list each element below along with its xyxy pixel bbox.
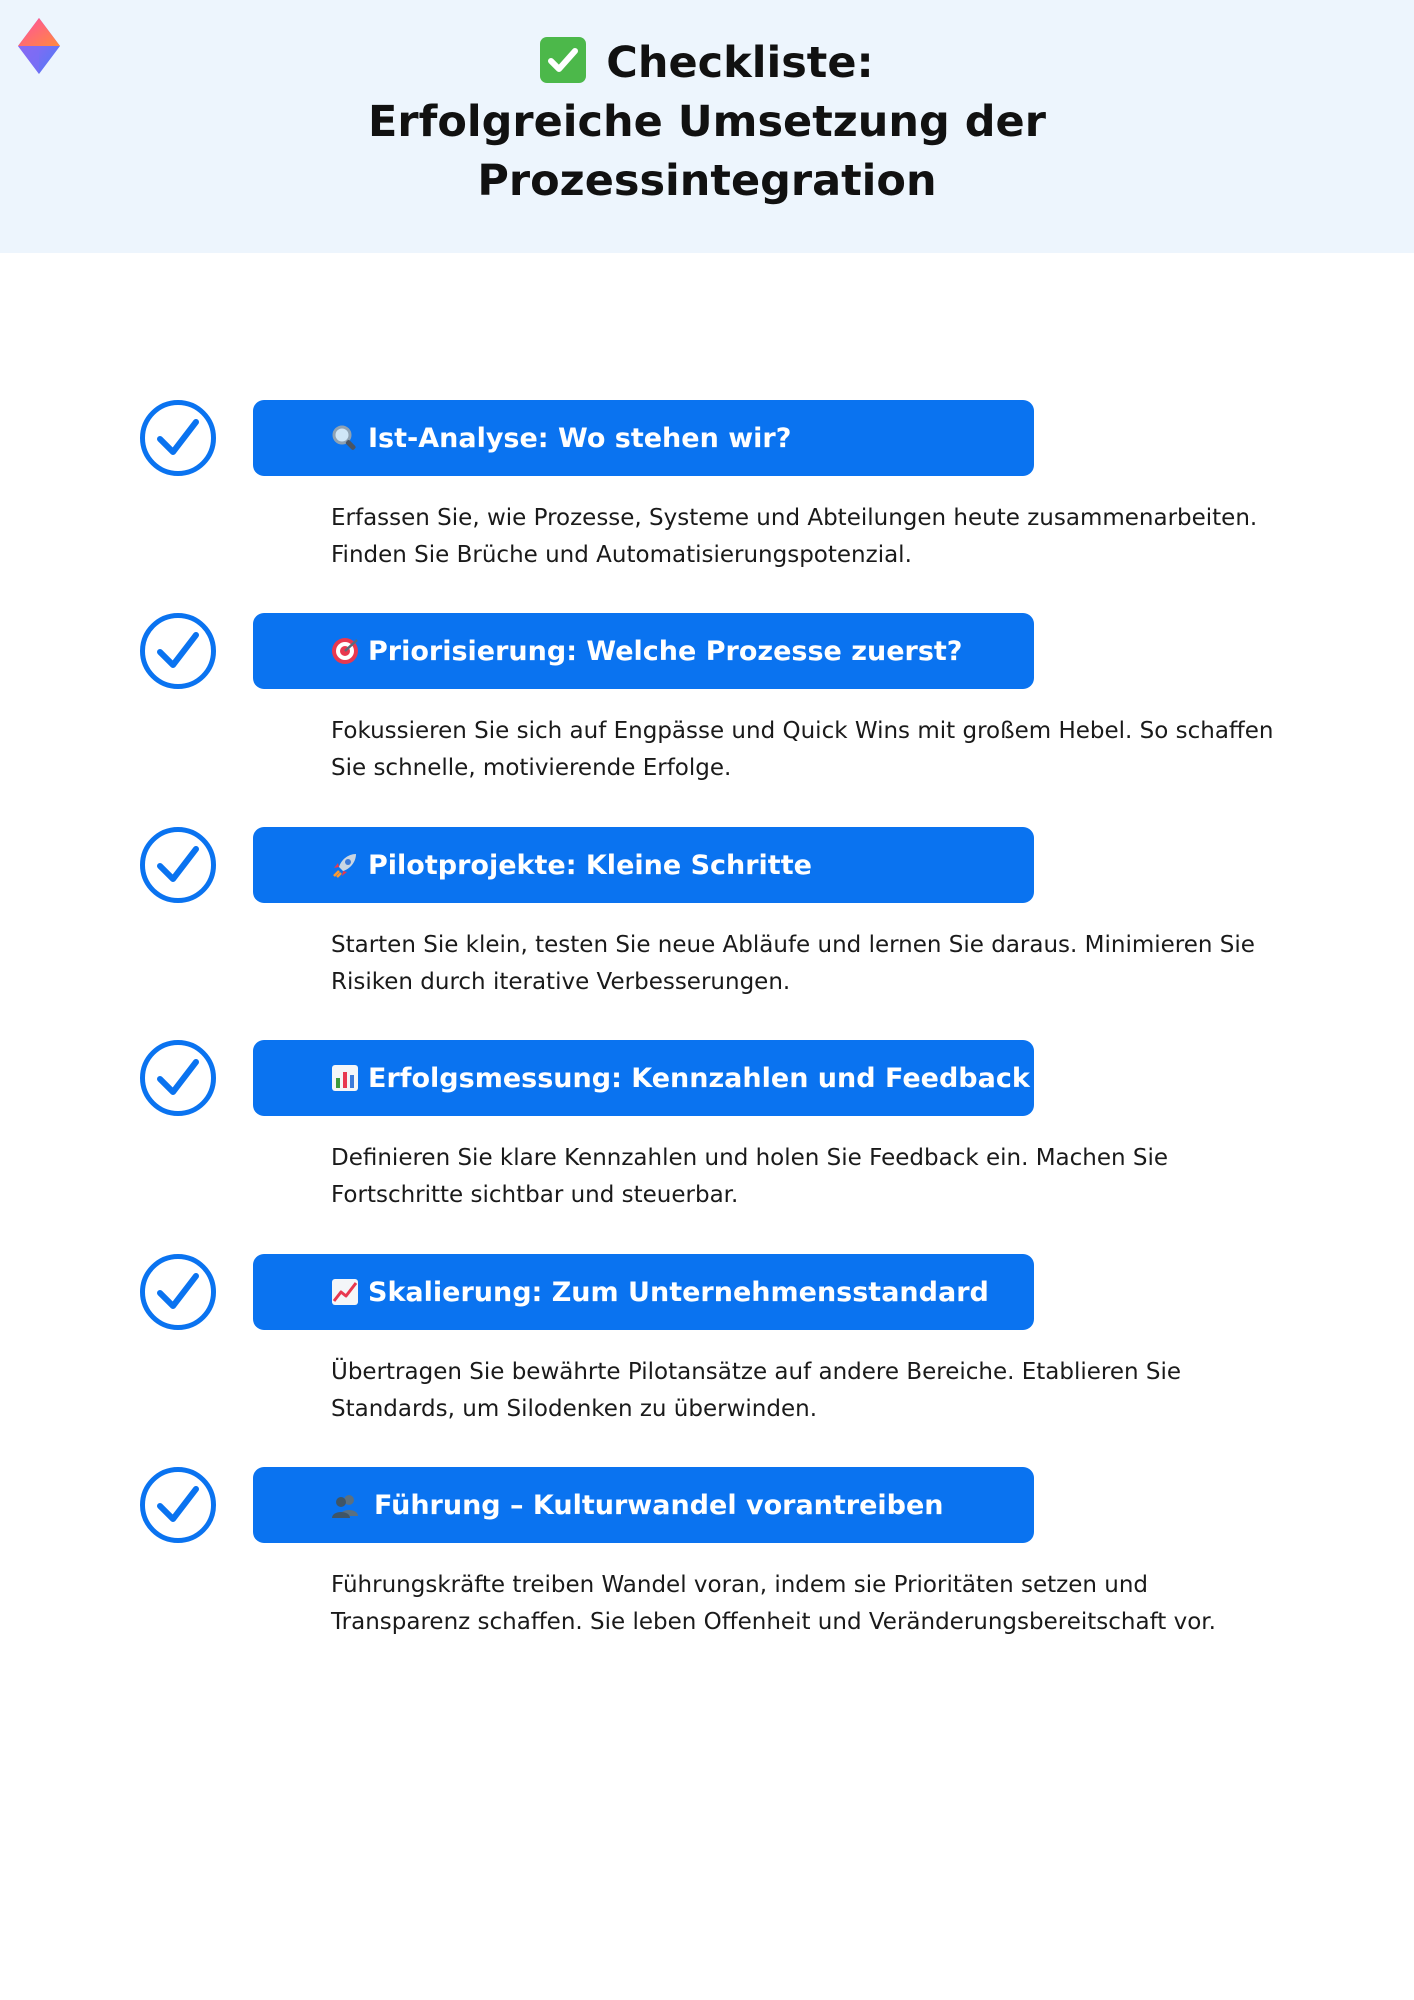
description-line: Starten Sie klein, testen Sie neue Abläufe und lernen Sie daraus. Minimieren Sie	[331, 932, 1255, 958]
checklist-description	[331, 713, 1331, 787]
circle-check-icon	[139, 1039, 217, 1117]
description-line: Führungskräfte treiben Wandel voran, indem sie Prioritäten setzen und	[331, 1572, 1149, 1598]
description-line: Transparenz schaffen. Sie leben Offenheit und Veränderungsbereitschaft vor.	[331, 1609, 1216, 1635]
rocket-icon	[330, 850, 360, 880]
page-title	[0, 34, 1414, 211]
bar-chart-icon	[330, 1063, 360, 1093]
checklist-description	[331, 1354, 1331, 1428]
checklist-heading-text: Skalierung: Zum Unternehmensstandard	[368, 1276, 989, 1308]
description-line: Erfassen Sie, wie Prozesse, Systeme und Abteilungen heute zusammenarbeiten.	[331, 505, 1258, 531]
checklist-item	[0, 1466, 1414, 1666]
people-icon	[330, 1490, 360, 1520]
circle-check-icon	[139, 399, 217, 477]
checklist-heading-text: Pilotprojekte: Kleine Schritte	[368, 849, 812, 881]
description-line: Risiken durch iterative Verbesserungen.	[331, 969, 791, 995]
check-mark-button-icon	[540, 37, 586, 83]
checklist-heading	[253, 613, 1034, 689]
checklist-heading	[253, 1040, 1034, 1116]
checklist-heading	[253, 827, 1034, 903]
checklist-heading-text: Priorisierung: Welche Prozesse zuerst?	[368, 635, 963, 667]
description-line: Definieren Sie klare Kennzahlen und holen Sie Feedback ein. Machen Sie	[331, 1145, 1169, 1171]
checklist-description	[331, 500, 1331, 574]
checklist-item	[0, 612, 1414, 812]
checklist-heading-text: Erfolgsmessung: Kennzahlen und Feedback	[368, 1062, 1030, 1094]
checklist-item	[0, 1039, 1414, 1239]
magnifying-glass-icon	[330, 423, 360, 453]
checklist-heading	[253, 400, 1034, 476]
checklist-item	[0, 826, 1414, 1026]
target-icon	[330, 636, 360, 666]
checklist-description	[331, 1140, 1331, 1214]
checklist-description	[331, 1567, 1331, 1641]
title-line-3: Prozessintegration	[477, 156, 937, 206]
description-line: Übertragen Sie bewährte Pilotansätze auf andere Bereiche. Etablieren Sie	[331, 1359, 1182, 1385]
description-line: Fokussieren Sie sich auf Engpässe und Quick Wins mit großem Hebel. So schaffen	[331, 718, 1274, 744]
circle-check-icon	[139, 612, 217, 690]
checklist-item	[0, 1253, 1414, 1453]
description-line: Sie schnelle, motivierende Erfolge.	[331, 755, 732, 781]
checklist-description	[331, 927, 1331, 1001]
description-line: Finden Sie Brüche und Automatisierungspotenzial.	[331, 542, 912, 568]
description-line: Fortschritte sichtbar und steuerbar.	[331, 1182, 739, 1208]
checklist-heading	[253, 1467, 1034, 1543]
title-line-2: Erfolgreiche Umsetzung der	[368, 97, 1046, 147]
description-line: Standards, um Silodenken zu überwinden.	[331, 1396, 818, 1422]
chart-increasing-icon	[330, 1277, 360, 1307]
checklist-item	[0, 399, 1414, 599]
circle-check-icon	[139, 1253, 217, 1331]
title-line-1: Checkliste:	[606, 38, 874, 88]
checklist-heading-text: Führung – Kulturwandel vorantreiben	[374, 1489, 944, 1521]
header-banner	[0, 0, 1414, 253]
circle-check-icon	[139, 1466, 217, 1544]
checklist-heading	[253, 1254, 1034, 1330]
circle-check-icon	[139, 826, 217, 904]
checklist-heading-text: Ist-Analyse: Wo stehen wir?	[368, 422, 792, 454]
